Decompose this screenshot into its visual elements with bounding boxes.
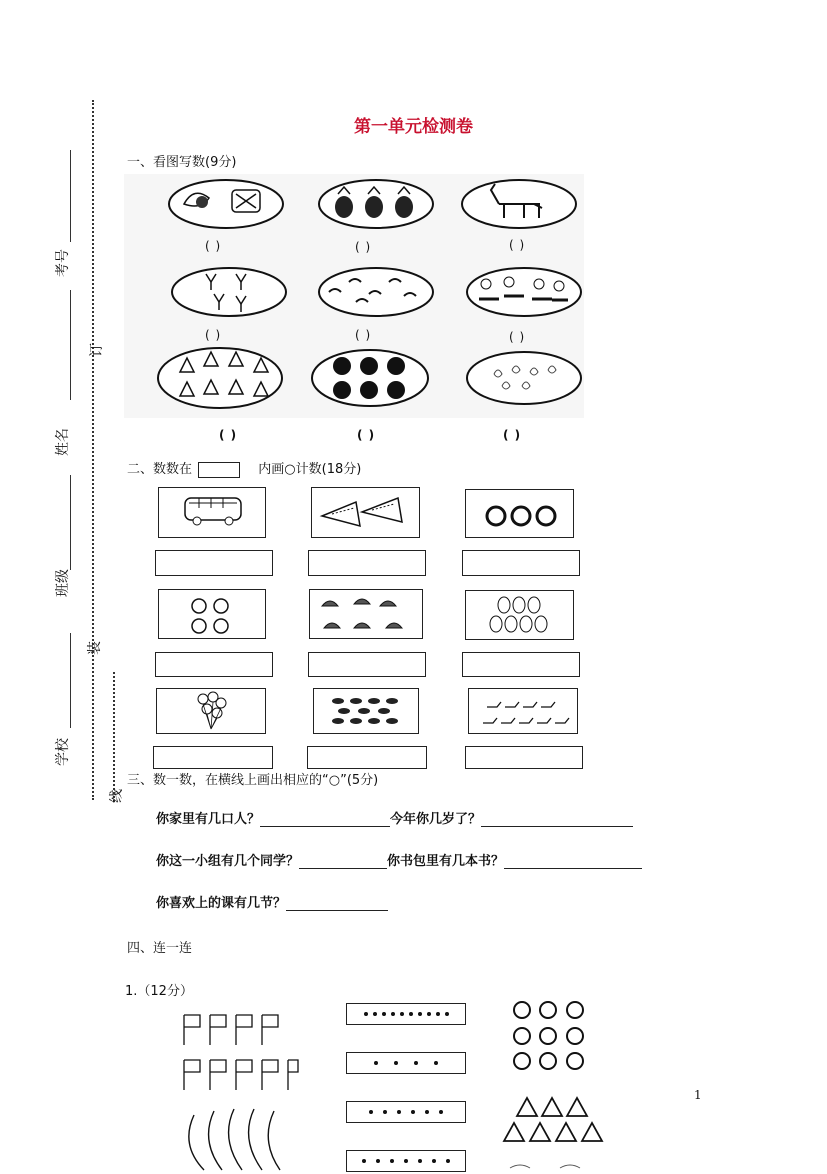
- binding-mark-ding: 订: [89, 343, 105, 357]
- oval-balls: [312, 350, 428, 406]
- answer-box-apples[interactable]: [155, 652, 273, 677]
- dot: [394, 1061, 398, 1065]
- picture-box-flowers: [465, 489, 574, 538]
- dot: [446, 1159, 450, 1163]
- name-label: 姓名: [55, 428, 71, 456]
- flags-row-1: [184, 1015, 278, 1045]
- binding-dotted-line-short: [113, 672, 115, 802]
- question-family-size: 你家里有几口人？: [156, 812, 261, 827]
- picture-box-balloons: [156, 688, 266, 734]
- dot-card-1[interactable]: [346, 1003, 466, 1025]
- answer-paren-3[interactable]: ( ): [509, 238, 526, 252]
- answer-box-fish[interactable]: [308, 550, 426, 576]
- oval-fruits: [467, 352, 581, 404]
- dot: [427, 1012, 431, 1016]
- flower-clusters: [514, 1002, 583, 1069]
- question-row-2: [156, 850, 642, 869]
- name-line: [70, 290, 71, 400]
- dot: [373, 1012, 377, 1016]
- right-picture-column: [500, 998, 615, 1170]
- oval-birds: [319, 268, 433, 316]
- question-books: 你书包里有几本书？: [387, 854, 505, 869]
- dot: [436, 1012, 440, 1016]
- dot: [400, 1012, 404, 1016]
- dot: [383, 1110, 387, 1114]
- section1-picture-panel: [124, 174, 584, 418]
- section4-heading: 四、连一连: [127, 941, 193, 956]
- exam-no-line: [70, 150, 71, 242]
- answer-paren-4[interactable]: ( ): [205, 328, 222, 342]
- binding-mark-zhuang: 装: [87, 641, 103, 655]
- question-group-size: 你这一小组有几个同学？: [156, 854, 300, 869]
- picture-box-apples: [158, 589, 266, 639]
- question-row-1: [156, 808, 633, 827]
- answer-line-family-size[interactable]: [260, 812, 390, 827]
- answer-paren-1[interactable]: ( ): [205, 239, 222, 253]
- page-number: 1: [694, 1088, 702, 1102]
- answer-paren-5[interactable]: ( ): [355, 328, 372, 342]
- section2-heading-post: 内画○计数(18分): [258, 462, 362, 477]
- section3-heading: 三、数一数，在横线上画出相应的“○”(5分): [127, 773, 379, 788]
- section2-heading-pre: 二、数数在: [127, 462, 193, 477]
- dot: [390, 1159, 394, 1163]
- school-line: [70, 633, 71, 728]
- answer-box-roosters[interactable]: [308, 652, 426, 677]
- section1-illustrations: [124, 174, 584, 418]
- section2-heading: [127, 458, 361, 478]
- dot: [369, 1110, 373, 1114]
- oval-bells: [158, 348, 282, 408]
- oval-tulips: [172, 268, 286, 316]
- answer-box-small-fish[interactable]: [307, 746, 427, 769]
- dot: [362, 1159, 366, 1163]
- question-row-3: [156, 892, 388, 911]
- question-age: 今年你几岁了？: [390, 812, 482, 827]
- oval-pineapples: [319, 180, 433, 228]
- dot: [432, 1159, 436, 1163]
- answer-line-group-size[interactable]: [299, 854, 387, 869]
- answer-box-flowers[interactable]: [462, 550, 580, 576]
- section4-subheading: 1.（12分）: [125, 984, 193, 999]
- binding-dotted-line: [92, 100, 94, 800]
- exam-no-label: 考号: [55, 249, 71, 277]
- left-picture-column: [180, 1005, 300, 1170]
- answer-line-favorite-lessons[interactable]: [286, 896, 388, 911]
- dot: [418, 1012, 422, 1016]
- flags-row-2: [184, 1060, 298, 1090]
- answer-paren-8[interactable]: ( ): [357, 428, 376, 442]
- answer-paren-2[interactable]: ( ): [355, 240, 372, 254]
- oval-donkey: [462, 180, 576, 228]
- picture-box-peaches: [465, 590, 574, 640]
- dot: [434, 1061, 438, 1065]
- dot: [364, 1012, 368, 1016]
- binding-mark-xian: 线: [109, 789, 125, 803]
- dot: [374, 1061, 378, 1065]
- triangles: [504, 1098, 602, 1141]
- dot: [397, 1110, 401, 1114]
- dot-card-2-dots: [347, 1053, 465, 1073]
- class-label: 班级: [55, 569, 71, 597]
- question-favorite-lessons: 你喜欢上的课有几节？: [156, 896, 287, 911]
- answer-paren-9[interactable]: ( ): [503, 428, 522, 442]
- dot: [418, 1159, 422, 1163]
- answer-box-ducks[interactable]: [465, 746, 583, 769]
- dot: [404, 1159, 408, 1163]
- dot: [445, 1012, 449, 1016]
- picture-box-bus: [158, 487, 266, 538]
- dot-card-2[interactable]: [346, 1052, 466, 1074]
- answer-box-peaches[interactable]: [462, 652, 580, 677]
- dot-card-4[interactable]: [346, 1150, 466, 1172]
- dot-card-1-dots: [347, 1004, 465, 1024]
- dot-card-3[interactable]: [346, 1101, 466, 1123]
- picture-box-small-fish: [313, 688, 419, 734]
- bananas: [189, 1109, 280, 1170]
- answer-box-bus[interactable]: [155, 550, 273, 576]
- dot-card-3-dots: [347, 1102, 465, 1122]
- section2-heading-box: [198, 462, 240, 478]
- dot: [391, 1012, 395, 1016]
- dot: [425, 1110, 429, 1114]
- dot: [411, 1110, 415, 1114]
- dot: [414, 1061, 418, 1065]
- picture-box-fish: [311, 487, 420, 538]
- dot: [439, 1110, 443, 1114]
- oval-children: [467, 268, 581, 316]
- dot: [409, 1012, 413, 1016]
- dot-card-4-dots: [347, 1151, 465, 1171]
- answer-line-age[interactable]: [481, 812, 633, 827]
- school-label: 学校: [55, 738, 71, 766]
- answer-paren-7[interactable]: ( ): [219, 428, 238, 442]
- class-line: [70, 475, 71, 570]
- answer-line-books[interactable]: [504, 854, 642, 869]
- picture-box-roosters: [309, 589, 423, 639]
- dot: [376, 1159, 380, 1163]
- answer-paren-6[interactable]: ( ): [509, 330, 526, 344]
- page-title: 第一单元检测卷: [354, 117, 473, 137]
- section1-heading: 一、看图写数(9分): [127, 155, 237, 170]
- answer-box-balloons[interactable]: [153, 746, 273, 769]
- dot: [382, 1012, 386, 1016]
- picture-box-ducks: [468, 688, 578, 734]
- oval-butterfly-flower: [169, 180, 283, 228]
